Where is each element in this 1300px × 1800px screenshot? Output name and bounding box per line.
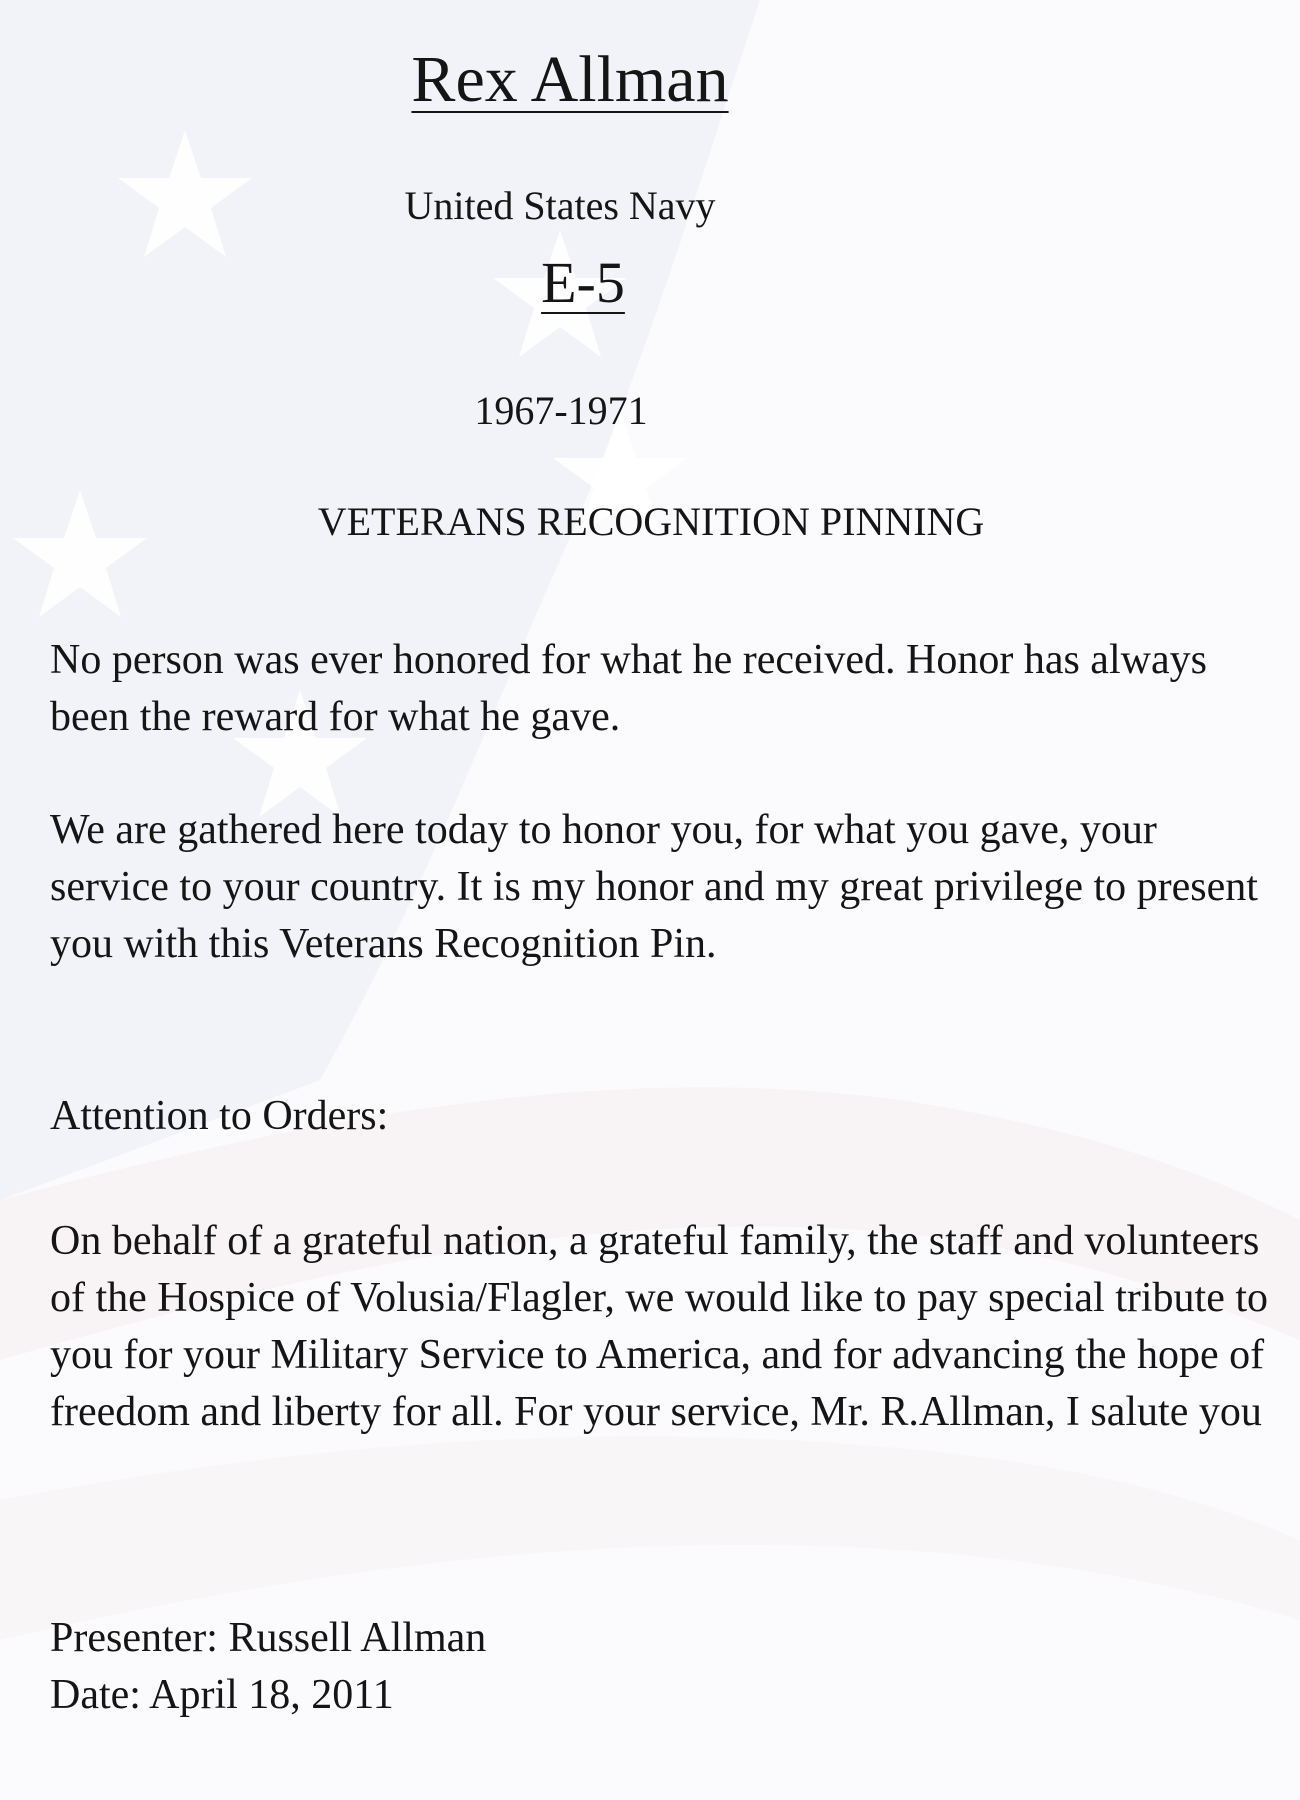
gathering-paragraph: We are gathered here today to honor you, for what you gave, your service to your country. It is my honor and my great privilege to present you with this Veterans Recognition Pin. [50,807,1258,967]
tribute-paragraph: On behalf of a grateful nation, a grateful family, the staff and volunteers of the Hospice of Volusia/Flagler, we would like to pay special tribute to you for your Military Service to America, and for advancing the hope of freedom and liberty for all. For your service, Mr. R.Allman, I salute you [50,1218,1269,1435]
attention-to-orders: Attention to Orders: [50,1093,389,1139]
service-rank: E-5 [541,250,625,315]
honor-quote-paragraph: No person was ever honored for what he received. Honor has always been the reward for what he gave. [50,637,1207,740]
service-years: 1967-1971 [474,388,648,433]
date-line: Date: April 18, 2011 [50,1672,394,1718]
veteran-name: Rex Allman [411,43,729,116]
service-branch: United States Navy [404,183,716,228]
presenter-line: Presenter: Russell Allman [50,1615,487,1661]
ceremony-heading: VETERANS RECOGNITION PINNING [317,499,985,544]
